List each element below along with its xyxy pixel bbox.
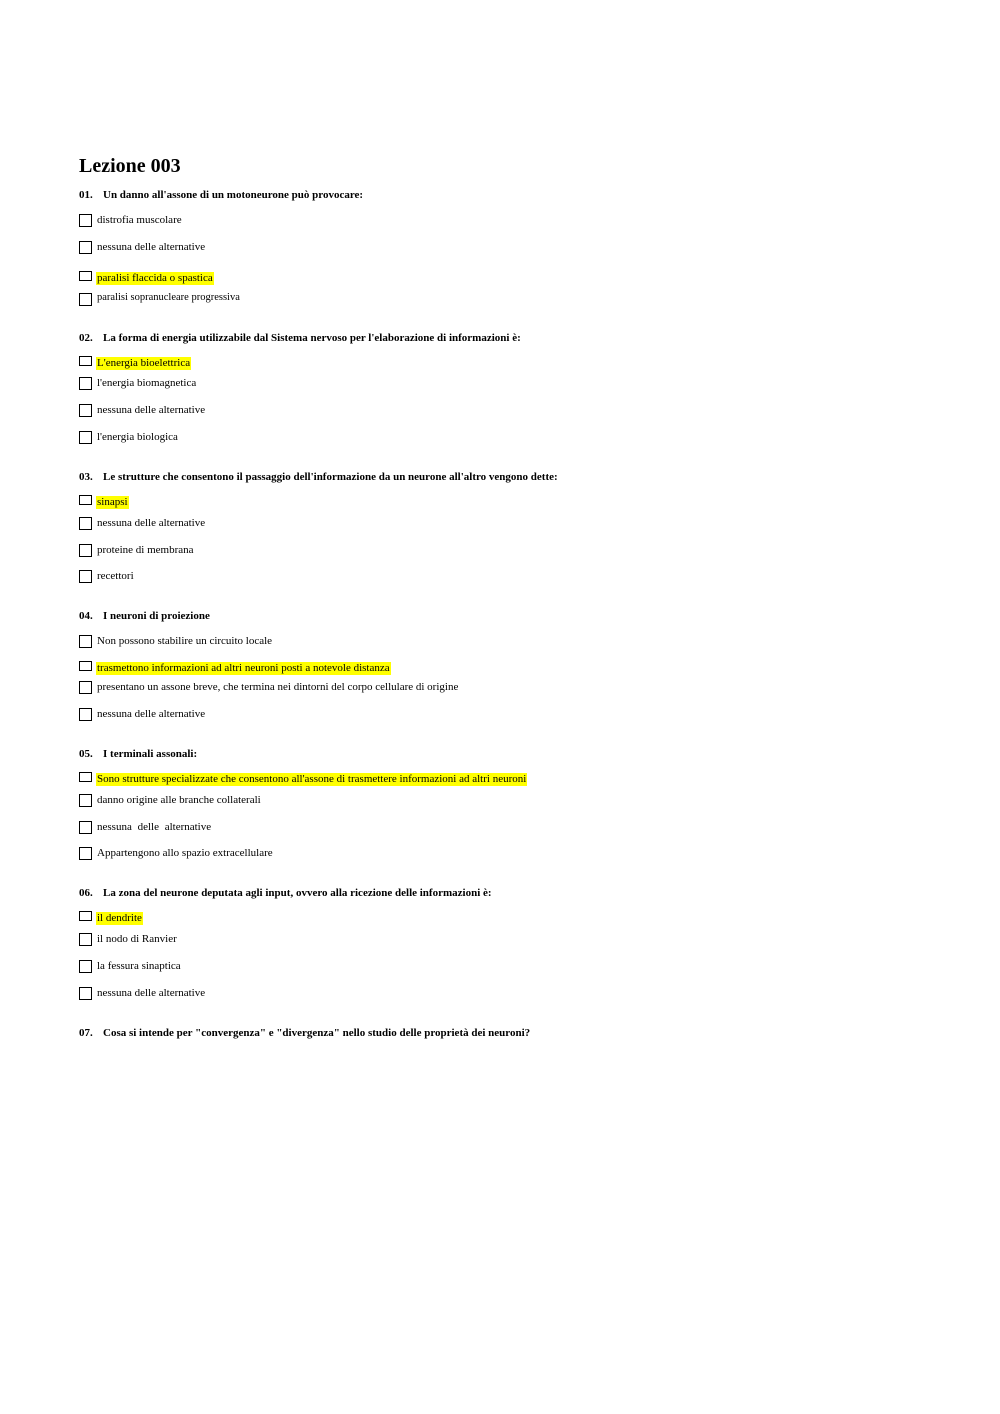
option-label: distrofia muscolare (97, 214, 182, 226)
checkbox[interactable] (79, 708, 92, 721)
checkbox[interactable] (79, 377, 92, 390)
checkbox[interactable] (79, 214, 92, 227)
option-label: danno origine alle branche collaterali (97, 794, 261, 806)
checkbox[interactable] (79, 933, 92, 946)
question-number: 05. (79, 748, 93, 760)
option-label: Non possono stabilire un circuito locale (97, 635, 273, 647)
question-01 (79, 188, 363, 202)
question-number: 04. (79, 610, 93, 622)
option-label-highlighted: L'energia bioelettrica (97, 357, 191, 369)
checkbox[interactable] (79, 794, 92, 807)
checkbox[interactable] (79, 681, 92, 694)
question-number: 03. (79, 471, 93, 483)
checkbox[interactable] (79, 271, 92, 281)
checkbox[interactable] (79, 911, 92, 921)
question-06 (79, 886, 492, 900)
checkbox[interactable] (79, 960, 92, 973)
checkbox[interactable] (79, 293, 92, 306)
checkbox[interactable] (79, 495, 92, 505)
question-text: La forma di energia utilizzabile dal Sistema nervoso per l'elaborazione di informazioni è: (103, 332, 521, 344)
question-text: Un danno all'assone di un motoneurone può provocare: (103, 189, 364, 201)
option-label: presentano un assone breve, che termina nei dintorni del corpo cellulare di origine (97, 681, 459, 693)
question-04 (79, 609, 210, 623)
checkbox[interactable] (79, 570, 92, 583)
option-label-highlighted: trasmettono informazioni ad altri neuroni posti a notevole distanza (97, 662, 390, 674)
checkbox[interactable] (79, 356, 92, 366)
checkbox[interactable] (79, 772, 92, 782)
option-label: nessuna delle alternative (97, 404, 206, 416)
option-label: il nodo di Ranvier (97, 933, 177, 945)
page-title: Lezione 003 (79, 155, 181, 177)
option-label: nessuna delle alternative (97, 708, 206, 720)
question-03 (79, 470, 558, 484)
checkbox[interactable] (79, 517, 92, 530)
question-07 (79, 1026, 530, 1040)
option-label: la fessura sinaptica (97, 960, 181, 972)
checkbox[interactable] (79, 821, 92, 834)
checkbox[interactable] (79, 431, 92, 444)
question-02 (79, 331, 521, 345)
option-label-highlighted: sinapsi (97, 496, 128, 508)
option-label: proteine di membrana (97, 544, 194, 556)
checkbox[interactable] (79, 544, 92, 557)
question-number: 02. (79, 332, 93, 344)
question-number: 01. (79, 189, 93, 201)
checkbox[interactable] (79, 847, 92, 860)
checkbox[interactable] (79, 404, 92, 417)
checkbox[interactable] (79, 241, 92, 254)
option-label: l'energia biomagnetica (97, 377, 197, 389)
option-label: nessuna delle alternative (97, 241, 206, 253)
question-text: Cosa si intende per "convergenza" e "divergenza" nello studio delle proprietà dei neuroni? (103, 1027, 531, 1039)
question-text: I neuroni di proiezione (103, 610, 210, 622)
option-label: l'energia biologica (97, 431, 178, 443)
checkbox[interactable] (79, 635, 92, 648)
option-label-highlighted: paralisi flaccida o spastica (97, 272, 213, 284)
checkbox[interactable] (79, 987, 92, 1000)
option-label-highlighted: Sono strutture specializzate che consentono all'assone di trasmettere informazioni ad altri neuroni (97, 773, 527, 785)
question-05 (79, 747, 197, 761)
option-label: Appartengono allo spazio extracellulare (97, 847, 273, 859)
question-number: 07. (79, 1027, 93, 1039)
question-text: I terminali assonali: (103, 748, 198, 760)
checkbox[interactable] (79, 661, 92, 671)
option-label-highlighted: il dendrite (97, 912, 142, 924)
question-number: 06. (79, 887, 93, 899)
option-label: nessuna delle alternative (97, 821, 212, 833)
question-text: Le strutture che consentono il passaggio dell'informazione da un neurone all'altro vengono dette: (103, 471, 558, 483)
option-label: paralisi sopranucleare progressiva (97, 292, 240, 303)
option-label: nessuna delle alternative (97, 987, 206, 999)
question-text: La zona del neurone deputata agli input, ovvero alla ricezione delle informazioni è: (103, 887, 492, 899)
option-label: nessuna delle alternative (97, 517, 206, 529)
option-label: recettori (97, 570, 134, 582)
